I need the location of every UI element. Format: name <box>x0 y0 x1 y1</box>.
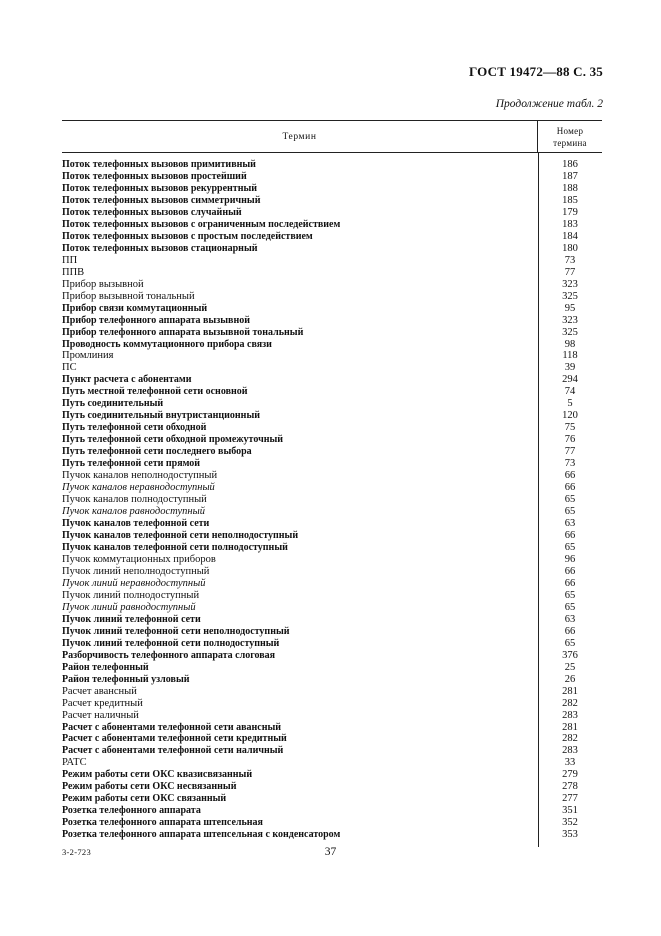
term-number-cell: 5 <box>567 398 573 410</box>
term-cell: Прибор телефонного аппарата вызывной <box>62 314 250 326</box>
term-cell: Пучок каналов неравнодоступный <box>62 482 215 494</box>
term-cell: Прибор вызывной тональный <box>62 290 195 302</box>
term-cell: Пучок линий равнодоступный <box>62 601 196 613</box>
term-number-cell: 281 <box>562 721 578 733</box>
term-number-cell: 65 <box>564 506 576 518</box>
column-header-number <box>537 121 602 152</box>
term-cell: Промлиния <box>62 350 114 362</box>
term-cell: РАТС <box>62 757 87 769</box>
term-number-cell: 277 <box>562 793 578 805</box>
term-cell: Поток телефонных вызовов стационарный <box>62 242 258 254</box>
term-cell: Пучок линий неравнодоступный <box>62 577 206 589</box>
term-cell: ПП <box>62 254 78 266</box>
table-row <box>62 542 602 554</box>
term-number-cell: 65 <box>564 589 576 601</box>
table-row <box>62 398 602 410</box>
term-cell: Разборчивость телефонного аппарата слоговая <box>62 649 276 661</box>
table-row <box>62 362 602 374</box>
term-cell: Прибор связи коммутационный <box>62 302 208 314</box>
table-row <box>62 817 602 829</box>
term-cell: Режим работы сети ОКС связанный <box>62 793 227 805</box>
term-number-cell: 279 <box>562 769 578 781</box>
page-number: 37 <box>324 846 337 858</box>
term-cell: Прибор вызывной <box>62 278 144 290</box>
term-cell: Район телефонный узловый <box>62 673 190 685</box>
term-number-cell: 25 <box>564 661 576 673</box>
table-row <box>62 494 602 506</box>
term-cell: ПС <box>62 362 77 374</box>
table-row <box>62 195 602 207</box>
term-number-cell: 325 <box>562 290 578 302</box>
term-number-cell: 179 <box>562 206 578 218</box>
term-number-cell: 283 <box>562 745 578 757</box>
table-row <box>62 614 602 626</box>
table-row <box>62 745 602 757</box>
term-cell: Пучок каналов полнодоступный <box>62 494 207 506</box>
term-number-cell: 188 <box>562 182 578 194</box>
table-header <box>62 120 602 153</box>
table-row <box>62 267 602 279</box>
table-row <box>62 674 602 686</box>
term-number-cell: 39 <box>564 362 576 374</box>
term-cell: Путь телефонной сети прямой <box>62 458 201 470</box>
table-row <box>62 506 602 518</box>
term-number-cell: 77 <box>564 266 576 278</box>
term-number-cell: 66 <box>564 625 576 637</box>
term-cell: Поток телефонных вызовов случайный <box>62 206 242 218</box>
term-cell: Пучок линий неполнодоступный <box>62 565 210 577</box>
table-row <box>62 757 602 769</box>
term-cell: Пучок каналов равнодоступный <box>62 506 205 518</box>
table-row <box>62 327 602 339</box>
term-number-cell: 186 <box>562 158 578 170</box>
table-row <box>62 374 602 386</box>
term-number-cell: 376 <box>562 649 578 661</box>
table-row <box>62 243 602 255</box>
table-row <box>62 602 602 614</box>
term-number-cell: 120 <box>562 410 578 422</box>
term-number-cell: 180 <box>562 242 578 254</box>
table-row <box>62 626 602 638</box>
term-number-cell: 281 <box>562 685 578 697</box>
term-cell: Район телефонный <box>62 661 149 673</box>
table-row <box>62 698 602 710</box>
table-row <box>62 829 602 841</box>
term-cell: ППВ <box>62 266 85 278</box>
table-row <box>62 291 602 303</box>
term-number-cell: 294 <box>562 374 578 386</box>
table-row <box>62 710 602 722</box>
term-number-cell: 74 <box>564 386 576 398</box>
term-cell: Расчет с абонентами телефонной сети наличный <box>62 745 284 757</box>
term-number-cell: 95 <box>564 302 576 314</box>
table-row <box>62 219 602 231</box>
term-cell: Пучок линий полнодоступный <box>62 589 200 601</box>
table-row <box>62 159 602 171</box>
table-row <box>62 386 602 398</box>
term-cell: Расчет с абонентами телефонной сети авансный <box>62 721 282 733</box>
term-cell: Поток телефонных вызовов примитивный <box>62 158 256 170</box>
term-cell: Путь местной телефонной сети основной <box>62 386 248 398</box>
table-row <box>62 410 602 422</box>
term-cell: Розетка телефонного аппарата штепсельная <box>62 817 263 829</box>
term-cell: Прибор телефонного аппарата вызывной тональный <box>62 326 304 338</box>
terms-table <box>62 120 602 841</box>
table-row <box>62 793 602 805</box>
table-row <box>62 434 602 446</box>
table-row <box>62 650 602 662</box>
term-number-cell: 66 <box>564 482 576 494</box>
term-number-cell: 185 <box>562 194 578 206</box>
term-number-cell: 26 <box>564 673 576 685</box>
term-number-cell: 352 <box>562 817 578 829</box>
term-cell: Пучок линий телефонной сети <box>62 613 201 625</box>
table-row <box>62 638 602 650</box>
term-cell: Расчет кредитный <box>62 697 143 709</box>
term-cell: Поток телефонных вызовов симметричный <box>62 194 261 206</box>
term-number-cell: 96 <box>564 553 576 565</box>
term-number-cell: 33 <box>564 757 576 769</box>
table-row <box>62 722 602 734</box>
table-row <box>62 207 602 219</box>
term-number-cell: 283 <box>562 709 578 721</box>
term-cell: Режим работы сети ОКС несвязанный <box>62 781 237 793</box>
term-number-cell: 66 <box>564 470 576 482</box>
term-cell: Поток телефонных вызовов простейший <box>62 170 247 182</box>
term-number-cell: 98 <box>564 338 576 350</box>
term-cell: Расчет авансный <box>62 685 137 697</box>
table-row <box>62 339 602 351</box>
table-row <box>62 422 602 434</box>
term-number-cell: 65 <box>564 541 576 553</box>
column-header-number-line2: термина <box>553 137 587 148</box>
table-row <box>62 183 602 195</box>
term-number-cell: 76 <box>564 434 576 446</box>
table-row <box>62 255 602 267</box>
table-row <box>62 231 602 243</box>
term-number-cell: 118 <box>562 350 578 362</box>
term-cell: Расчет наличный <box>62 709 139 721</box>
term-number-cell: 73 <box>564 254 576 266</box>
column-header-term: Термин <box>282 131 317 142</box>
term-cell: Пучок каналов телефонной сети <box>62 518 210 530</box>
table-row <box>62 554 602 566</box>
term-cell: Пучок линий телефонной сети полнодоступный <box>62 637 280 649</box>
page-header-title: ГОСТ 19472—88 С. 35 <box>469 64 603 79</box>
table-row <box>62 303 602 315</box>
footer-print-code: 3-2-723 <box>62 847 92 857</box>
term-cell: Розетка телефонного аппарата <box>62 805 201 817</box>
term-cell: Путь телефонной сети последнего выбора <box>62 446 252 458</box>
table-row <box>62 734 602 746</box>
table-row <box>62 686 602 698</box>
term-cell: Путь телефонной сети обходной <box>62 422 207 434</box>
table-row <box>62 315 602 327</box>
table-body <box>62 159 602 841</box>
term-cell: Пучок каналов неполнодоступный <box>62 470 218 482</box>
term-number-cell: 65 <box>564 601 576 613</box>
term-cell: Пучок каналов телефонной сети полнодоступный <box>62 541 288 553</box>
table-row <box>62 781 602 793</box>
term-cell: Путь соединительный <box>62 398 164 410</box>
term-number-cell: 75 <box>564 422 576 434</box>
term-cell: Пучок каналов телефонной сети неполнодоступный <box>62 530 299 542</box>
table-row <box>62 351 602 363</box>
term-cell: Путь соединительный внутристанционный <box>62 410 261 422</box>
term-cell: Пучок линий телефонной сети неполнодоступный <box>62 625 290 637</box>
term-number-cell: 63 <box>564 518 576 530</box>
term-cell: Поток телефонных вызовов с простым последействием <box>62 230 313 242</box>
term-cell: Поток телефонных вызовов рекуррентный <box>62 182 258 194</box>
term-cell: Розетка телефонного аппарата штепсельная с конденсатором <box>62 829 341 841</box>
term-number-cell: 323 <box>562 314 578 326</box>
table-row <box>62 578 602 590</box>
term-number-cell: 66 <box>564 530 576 542</box>
term-number-cell: 187 <box>562 170 578 182</box>
term-number-cell: 353 <box>562 829 578 841</box>
term-cell: Проводность коммутационного прибора связи <box>62 338 272 350</box>
table-row <box>62 530 602 542</box>
table-row <box>62 566 602 578</box>
table-row <box>62 769 602 781</box>
term-number-cell: 351 <box>562 805 578 817</box>
term-number-cell: 325 <box>562 326 578 338</box>
table-row <box>62 470 602 482</box>
term-number-cell: 65 <box>564 637 576 649</box>
table-row <box>62 171 602 183</box>
term-number-cell: 323 <box>562 278 578 290</box>
term-number-cell: 183 <box>562 218 578 230</box>
term-number-cell: 63 <box>564 613 576 625</box>
term-number-cell: 65 <box>564 494 576 506</box>
term-number-cell: 282 <box>562 697 578 709</box>
table-row <box>62 458 602 470</box>
term-number-cell: 73 <box>564 458 576 470</box>
column-header-number-line1: Номер <box>556 125 584 136</box>
table-row <box>62 590 602 602</box>
term-cell: Путь телефонной сети обходной промежуточный <box>62 434 284 446</box>
term-number-cell: 66 <box>564 577 576 589</box>
term-number-cell: 77 <box>564 446 576 458</box>
table-row <box>62 279 602 291</box>
table-continuation-note: Продолжение табл. 2 <box>495 98 603 110</box>
term-cell: Пучок коммутационных приборов <box>62 553 216 565</box>
table-row <box>62 518 602 530</box>
term-cell: Пункт расчета с абонентами <box>62 374 192 386</box>
term-cell: Режим работы сети ОКС квазисвязанный <box>62 769 253 781</box>
table-row <box>62 482 602 494</box>
table-row <box>62 446 602 458</box>
table-row <box>62 662 602 674</box>
term-cell: Поток телефонных вызовов с ограниченным последействием <box>62 218 341 230</box>
term-number-cell: 66 <box>564 565 576 577</box>
term-cell: Расчет с абонентами телефонной сети кредитный <box>62 733 287 745</box>
term-number-cell: 282 <box>562 733 578 745</box>
table-row <box>62 805 602 817</box>
term-number-cell: 278 <box>562 781 578 793</box>
term-number-cell: 184 <box>562 230 578 242</box>
